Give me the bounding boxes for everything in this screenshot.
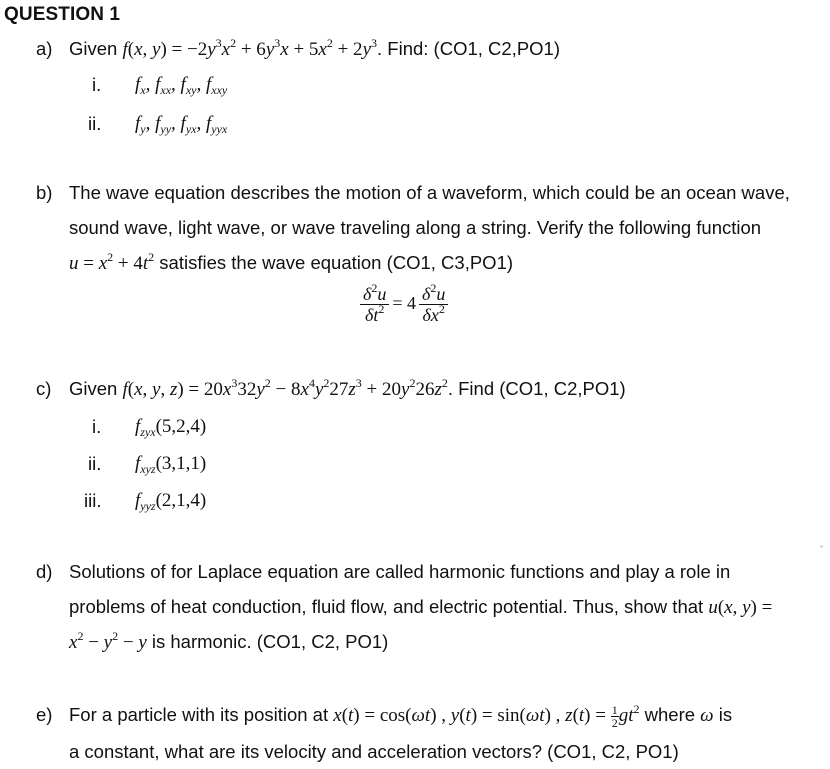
part-b-line-3: [69, 252, 513, 275]
part-a-function: f(x, $y) = -2y^3x^2 + 6y^3x + 5x^2 + 2y^3$: [122, 36, 377, 60]
part-e-line-1: [69, 704, 732, 729]
part-e-line-2: a constant, what are its velocity and acceleration vectors? (CO1, C2, PO1): [69, 741, 679, 762]
part-c-function: f(x, y, $z) = 20x^332y^2 - 8x^4y^227z^3 + 20y^226z^2$: [122, 376, 448, 400]
harmonic-function-lhs: u(x, y) =: [708, 597, 773, 618]
part-a-statement: [69, 38, 560, 61]
part-a-item-i-derivatives: $f_x$, $f_{xx}$, $f_{xy}$, $f_{xxy}$: [135, 74, 228, 97]
part-b-line-1: The wave equation describes the motion of a waveform, which could be an ocean wave,: [69, 182, 790, 203]
part-e-line-1-end: is: [713, 704, 733, 725]
part-b-line-2: sound wave, light wave, or wave traveling along a string. Verify the following function: [69, 217, 762, 238]
part-e-line-1-mid: where: [639, 704, 696, 725]
part-a-prefix: Given: [69, 38, 118, 59]
part-d-label: d): [36, 561, 53, 582]
wave-equation: $\frac{\delta^2u}{\delta t^2}$ = 4 $\frac{\delta^2u}{\delta x^2}$: [360, 284, 448, 325]
part-a-suffix: . Find: (CO1, C2,PO1): [377, 38, 560, 59]
part-a-item-ii-derivatives: $f_y$, $f_{yy}$, $f_{yx}$, $f_{yyx}$: [135, 113, 228, 136]
part-c-label: c): [36, 378, 52, 399]
part-c-item-i-label: i.: [92, 416, 102, 437]
wave-function: $u = x^2 + 4t^2$: [69, 250, 155, 274]
part-c-item-ii-label: ii.: [88, 453, 102, 474]
part-c-item-iii-expression: $f_{yyz}(2,1,4)$: [135, 490, 207, 513]
harmonic-function-rhs: $x^2 - y^2 - y$: [69, 629, 147, 653]
part-a-item-i-label: i.: [92, 74, 102, 95]
part-e-label: e): [36, 704, 53, 725]
part-c-item-i-expression: $f_{zyx}(5,2,4)$: [135, 416, 207, 439]
part-c-statement: [69, 378, 626, 401]
part-b-label: b): [36, 182, 53, 203]
part-d-line-3: [69, 631, 388, 654]
part-d-line-2-prefix: problems of heat conduction, fluid flow, and electric potential. Thus, show that: [69, 596, 704, 617]
part-d-line-2: [69, 596, 772, 619]
part-d-line-1: Solutions of for Laplace equation are called harmonic functions and play a role in: [69, 561, 731, 582]
part-a-item-ii-label: ii.: [88, 113, 102, 134]
part-c-item-iii-label: iii.: [84, 490, 102, 511]
question-heading: QUESTION 1: [4, 4, 121, 25]
omega-symbol: ω: [700, 705, 714, 726]
part-d-line-3-suffix: is harmonic. (CO1, C2, PO1): [146, 631, 389, 652]
part-c-suffix: . Find (CO1, C2,PO1): [447, 378, 626, 399]
scan-speck-2: [820, 545, 823, 548]
part-a-label: a): [36, 38, 53, 59]
part-c-item-ii-expression: $f_{xyz}(3,1,1)$: [135, 453, 207, 476]
position-vector: x(t) = cos(ωt) , y(t) = sin(ωt) , z(t) = $\frac{1}{2}$ $gt^2$: [333, 702, 640, 731]
part-b-line-3-suffix: satisfies the wave equation (CO1, C3,PO1): [154, 252, 514, 273]
part-c-prefix: Given: [69, 378, 118, 399]
part-e-line-1-prefix: For a particle with its position at: [69, 704, 329, 725]
